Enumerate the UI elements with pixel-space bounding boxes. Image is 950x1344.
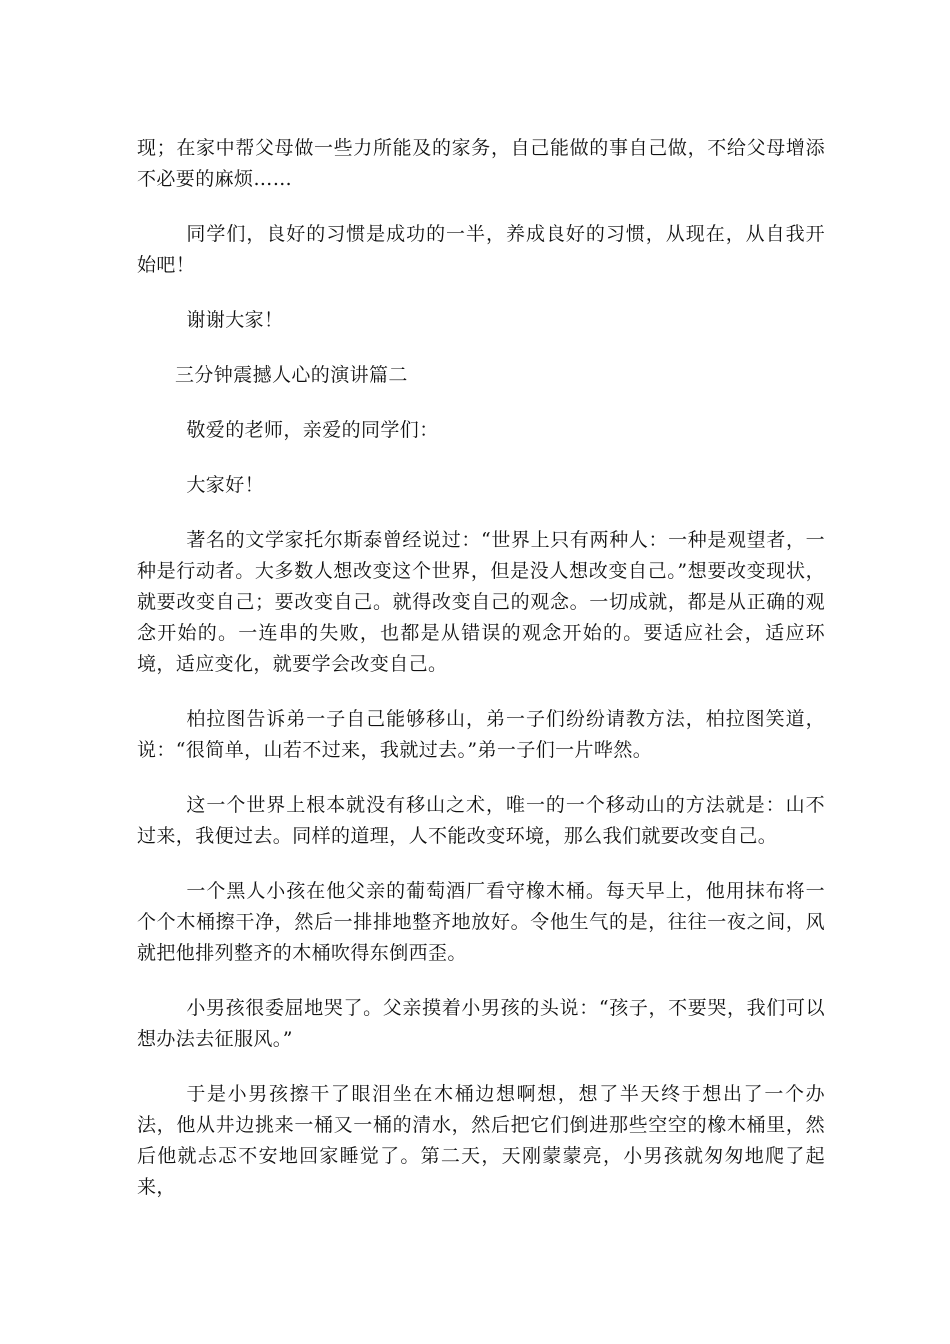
paragraph-mountain: 这一个世界上根本就没有移山之术，唯一的一个移动山的方法就是：山不过来，我便过去。同样的道理，人不能改变环境，那么我们就要改变自己。 — [137, 794, 825, 847]
paragraph-tolstoy: 著名的文学家托尔斯泰曾经说过：“世界上只有两种人：一种是观望者，一种是行动者。大多数人想改变这个世界，但是没人想改变自己。”想要改变现状，就要改变自己；要改变自己。就得改变自己的观念。一切成就，都是从正确的观念开始的。一连串的失败，也都是从错误的观念开始的。要适应社会，适应环境，适应变化，就要学会改变自己。 — [137, 529, 825, 675]
paragraph-continued: 现；在家中帮父母做一些力所能及的家务，自己能做的事自己做，不给父母增添不必要的麻烦…… — [137, 137, 825, 190]
paragraph-father: 小男孩很委屈地哭了。父亲摸着小男孩的头说：“孩子，不要哭，我们可以想办法去征服风。” — [137, 997, 825, 1050]
paragraph-solution: 于是小男孩擦干了眼泪坐在木桶边想啊想，想了半天终于想出了一个办法，他从井边挑来一桶又一桶的清水，然后把它们倒进那些空空的橡木桶里，然后他就忐忑不安地回家睡觉了。第二天，天刚蒙蒙亮，小男孩就匆匆地爬了起来， — [137, 1083, 825, 1198]
document-page — [137, 133, 825, 1227]
paragraph-thanks: 谢谢大家！ — [186, 309, 284, 331]
paragraph-plato: 柏拉图告诉弟一子自己能够移山，弟一子们纷纷请教方法，柏拉图笑道，说：“很简单，山若不过来，我就过去。”弟一子们一片哗然。 — [137, 708, 825, 761]
section-title: 三分钟震撼人心的演讲篇二 — [175, 364, 408, 386]
paragraph-barrels: 一个黑人小孩在他父亲的葡萄酒厂看守橡木桶。每天早上，他用抹布将一个个木桶擦干净，然后一排排地整齐地放好。令他生气的是，往往一夜之间，风就把他排列整齐的木桶吹得东倒西歪。 — [137, 880, 825, 964]
paragraph-salutation: 敬爱的老师，亲爱的同学们： — [186, 419, 439, 441]
paragraph-greeting: 大家好！ — [186, 474, 264, 496]
paragraph-habit-conclusion: 同学们，良好的习惯是成功的一半，养成良好的习惯，从现在，从自我开始吧！ — [137, 223, 825, 276]
